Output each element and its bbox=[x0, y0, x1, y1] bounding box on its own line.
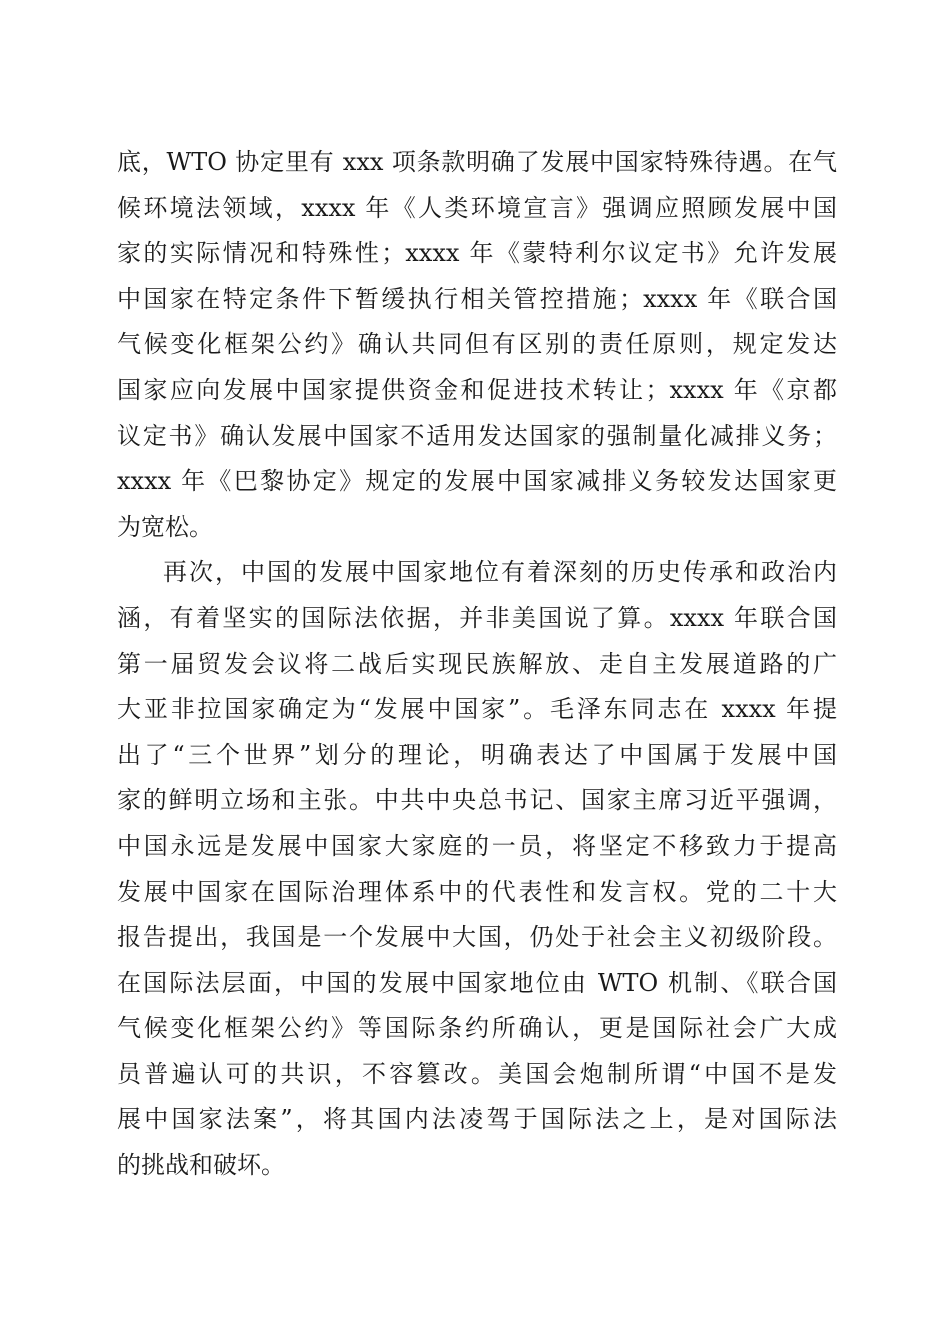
paragraph-line: 第一届贸发会议将二战后实现民族解放、走自主发展道路的广 bbox=[117, 649, 837, 678]
document-body bbox=[117, 140, 837, 1189]
paragraph-line: 中国家在特定条件下暂缓执行相关管控措施；xxxx 年《联合国 bbox=[117, 284, 837, 313]
paragraph-line: 气候变化框架公约》等国际条约所确认，更是国际社会广大成 bbox=[117, 1014, 837, 1043]
paragraph-line: 出了“三个世界”划分的理论，明确表达了中国属于发展中国 bbox=[117, 740, 837, 769]
paragraph-line: 中国永远是发展中国家大家庭的一员，将坚定不移致力于提高 bbox=[117, 831, 837, 860]
paragraph-line: 家的鲜明立场和主张。中共中央总书记、国家主席习近平强调， bbox=[117, 786, 837, 815]
paragraph-line: 展中国家法案”，将其国内法凌驾于国际法之上，是对国际法 bbox=[117, 1105, 837, 1134]
paragraph-2 bbox=[117, 550, 837, 1188]
paragraph-line: 底，WTO 协定里有 xxx 项条款明确了发展中国家特殊待遇。在气 bbox=[117, 148, 837, 176]
paragraph-line: 涵，有着坚实的国际法依据，并非美国说了算。xxxx 年联合国 bbox=[117, 603, 837, 632]
paragraph-line: xxxx 年《巴黎协定》规定的发展中国家减排义务较发达国家更 bbox=[117, 467, 837, 496]
paragraph-line: 发展中国家在国际治理体系中的代表性和发言权。党的二十大 bbox=[117, 877, 837, 906]
paragraph-line: 报告提出，我国是一个发展中大国，仍处于社会主义初级阶段。 bbox=[117, 923, 837, 952]
paragraph-line: 在国际法层面，中国的发展中国家地位由 WTO 机制、《联合国 bbox=[117, 968, 837, 997]
paragraph-line: 议定书》确认发展中国家不适用发达国家的强制量化减排义务； bbox=[117, 421, 837, 450]
paragraph-line: 员普遍认可的共识，不容篡改。美国会炮制所谓“中国不是发 bbox=[117, 1059, 837, 1088]
paragraph-line: 国家应向发展中国家提供资金和促进技术转让；xxxx 年《京都 bbox=[117, 375, 837, 404]
paragraph-1 bbox=[117, 140, 837, 550]
paragraph-line: 大亚非拉国家确定为“发展中国家”。毛泽东同志在 xxxx 年提 bbox=[117, 695, 837, 724]
paragraph-line: 气候变化框架公约》确认共同但有区别的责任原则，规定发达 bbox=[117, 330, 837, 359]
paragraph-line: 的挑战和破坏。 bbox=[117, 1151, 285, 1180]
paragraph-line: 为宽松。 bbox=[117, 512, 213, 541]
paragraph-line: 再次，中国的发展中国家地位有着深刻的历史传承和政治内 bbox=[163, 558, 837, 587]
paragraph-line: 候环境法领域，xxxx 年《人类环境宣言》强调应照顾发展中国 bbox=[117, 193, 837, 222]
paragraph-line: 家的实际情况和特殊性；xxxx 年《蒙特利尔议定书》允许发展 bbox=[117, 239, 837, 268]
